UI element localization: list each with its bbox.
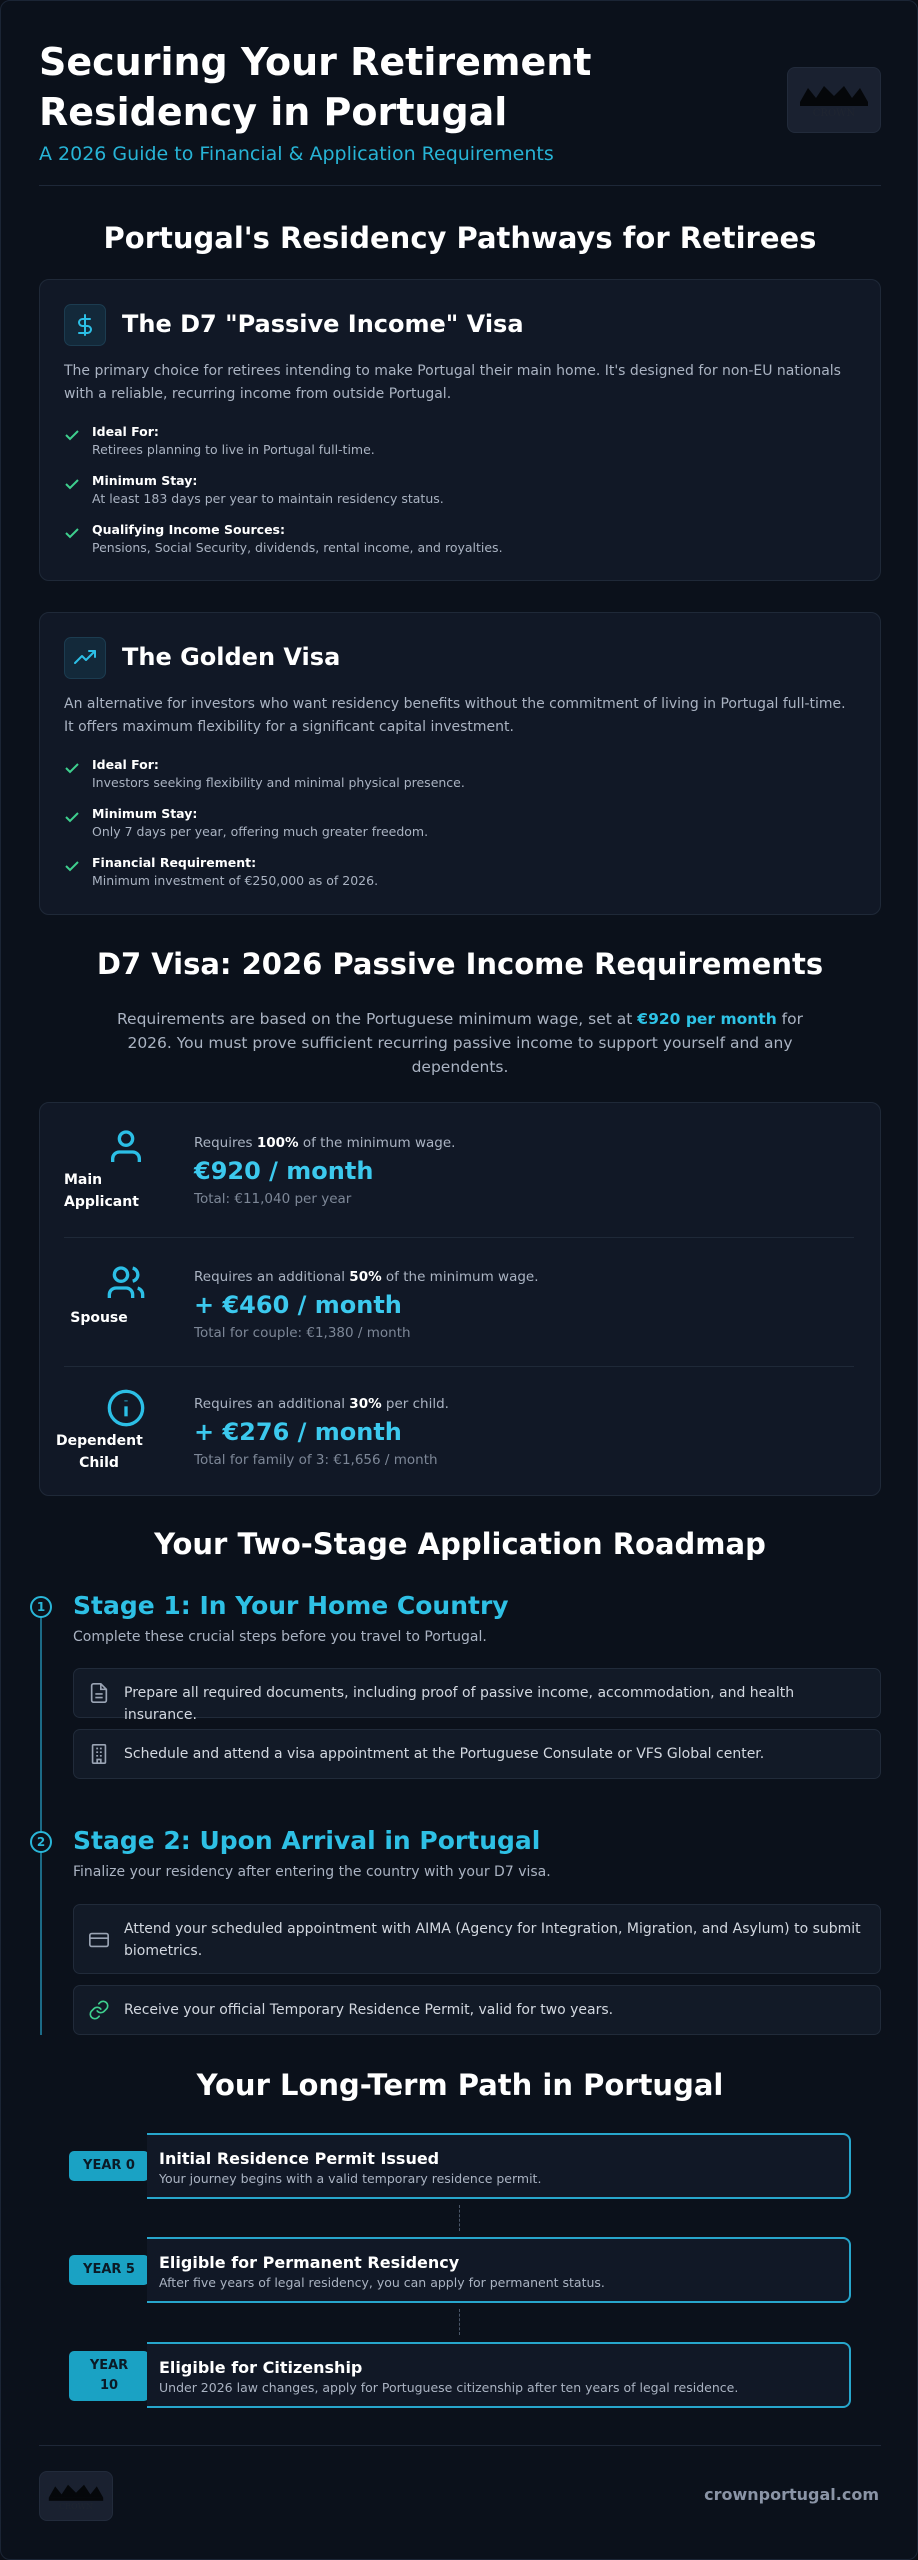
requirement-amount: + €276 / month [194, 1418, 402, 1446]
document-icon [88, 1682, 110, 1704]
stage-subtitle: Complete these crucial steps before you travel to Portugal. [73, 1629, 487, 1645]
footer-logo [39, 2471, 113, 2521]
check-icon [64, 809, 80, 825]
dollar-icon [64, 304, 106, 346]
stage-number-badge: 2 [30, 1831, 52, 1853]
requirement-percentage-text: Requires 100% of the minimum wage. [194, 1135, 456, 1151]
timeline-milestone-card: Eligible for Citizenship Under 2026 law changes, apply for Portuguese citizenship after ten years of legal residence. [147, 2342, 851, 2408]
income-requirements-card [39, 1102, 881, 1496]
link-icon [88, 1999, 110, 2021]
requirements-section-title: D7 Visa: 2026 Passive Income Requirements [96, 947, 824, 981]
timeline-year-badge: YEAR 10 [69, 2351, 149, 2401]
page-title: Securing Your Retirement Residency in Portugal [39, 40, 592, 134]
requirement-total: Total: €11,040 per year [194, 1191, 352, 1207]
requirement-label: Main Applicant [64, 1172, 139, 1210]
svg-text:CROWN: CROWN [812, 108, 856, 119]
roadmap-step: Receive your official Temporary Residence Permit, valid for two years. [73, 1985, 881, 2035]
roadmap-step: Attend your scheduled appointment with AIMA (Agency for Integration, Migration, and Asylum) to submit biometrics. [73, 1904, 881, 1974]
golden-card-description: An alternative for investors who want residency benefits without the commitment of living in Portugal full-time. It offers maximum flexibility for a significant capital investment. [64, 696, 846, 735]
row-divider [64, 1366, 854, 1367]
check-icon [64, 858, 80, 874]
header-divider [39, 185, 881, 186]
longterm-section-title: Your Long-Term Path in Portugal [196, 2068, 724, 2102]
check-icon [64, 427, 80, 443]
timeline-connector [459, 2309, 460, 2335]
requirement-amount: €920 / month [194, 1157, 374, 1185]
d7-card-description: The primary choice for retirees intending to make Portugal their main home. It's designed for non-EU nationals with a reliable, recurring income from outside Portugal. [64, 363, 841, 402]
users-icon [106, 1263, 146, 1303]
stage-title: Stage 1: In Your Home Country [73, 1591, 509, 1620]
page-subtitle: A 2026 Guide to Financial & Application Requirements [39, 143, 554, 165]
id-card-icon [88, 1929, 110, 1951]
crown-logo-icon [794, 80, 874, 120]
requirement-percentage-text: Requires an additional 30% per child. [194, 1396, 449, 1412]
svg-text:CROWN: CROWN [59, 2501, 93, 2511]
requirement-percentage-text: Requires an additional 50% of the minimum wage. [194, 1269, 539, 1285]
timeline-milestone-card: Eligible for Permanent Residency After five years of legal residency, you can apply for permanent status. [147, 2237, 851, 2303]
requirement-amount: + €460 / month [194, 1291, 402, 1319]
golden-card-title: The Golden Visa [122, 643, 341, 671]
header-logo [787, 67, 881, 133]
row-divider [64, 1237, 854, 1238]
requirement-total: Total for couple: €1,380 / month [194, 1325, 411, 1341]
roadmap-section-title: Your Two-Stage Application Roadmap [154, 1527, 766, 1561]
timeline-year-badge: YEAR 5 [69, 2255, 149, 2285]
timeline-milestone-card: Initial Residence Permit Issued Your journey begins with a valid temporary residence permit. [147, 2133, 851, 2199]
roadmap-step: Schedule and attend a visa appointment at the Portuguese Consulate or VFS Global center. [73, 1729, 881, 1779]
user-icon [106, 1127, 146, 1167]
stage-number-badge: 1 [30, 1596, 52, 1618]
stage-title: Stage 2: Upon Arrival in Portugal [73, 1826, 541, 1855]
check-icon [64, 760, 80, 776]
crown-logo-icon [44, 2478, 108, 2514]
d7-card-title: The D7 "Passive Income" Visa [122, 310, 524, 338]
requirement-total: Total for family of 3: €1,656 / month [194, 1452, 438, 1468]
requirements-intro: Requirements are based on the Portuguese minimum wage, set at €920 per month for 2026. You must prove sufficient recurring passive income to support yourself and any dependents. [116, 1010, 803, 1076]
requirement-label: Dependent Child [56, 1433, 143, 1471]
roadmap-timeline-line [40, 1607, 42, 2035]
trending-up-icon [64, 637, 106, 679]
timeline-year-badge: YEAR 0 [69, 2151, 149, 2181]
roadmap-step: Prepare all required documents, including proof of passive income, accommodation, and health insurance. [73, 1668, 881, 1718]
timeline-connector [459, 2205, 460, 2231]
requirement-label: Spouse [70, 1310, 128, 1326]
header [39, 37, 881, 165]
building-icon [88, 1743, 110, 1765]
info-circle-icon [106, 1388, 146, 1428]
d7-visa-card: The D7 "Passive Income" Visa The primary choice for retirees intending to make Portugal their main home. It's designed for non-EU nationals with a reliable, recurring income from outside Portugal. Ideal For: Retirees planning to live in Portugal full-time. Minimum Stay: At least 183 days per year to maintain residency status. Qualifying Income Sources: Pensions, Social Security, dividends, rental income, and royalties. [39, 279, 881, 581]
footer-divider [39, 2445, 881, 2446]
footer-website-link[interactable]: crownportugal.com [704, 2485, 879, 2504]
check-icon [64, 476, 80, 492]
check-icon [64, 525, 80, 541]
golden-visa-card: The Golden Visa An alternative for investors who want residency benefits without the commitment of living in Portugal full-time. It offers maximum flexibility for a significant capital investment. Ideal For: Investors seeking flexibility and minimal physical presence. Minimum Stay: Only 7 days per year, offering much greater freedom. Financial Requirement: Minimum investment of €250,000 as of 2026. [39, 612, 881, 915]
stage-subtitle: Finalize your residency after entering the country with your D7 visa. [73, 1864, 551, 1880]
pathways-section-title: Portugal's Residency Pathways for Retirees [103, 221, 817, 255]
